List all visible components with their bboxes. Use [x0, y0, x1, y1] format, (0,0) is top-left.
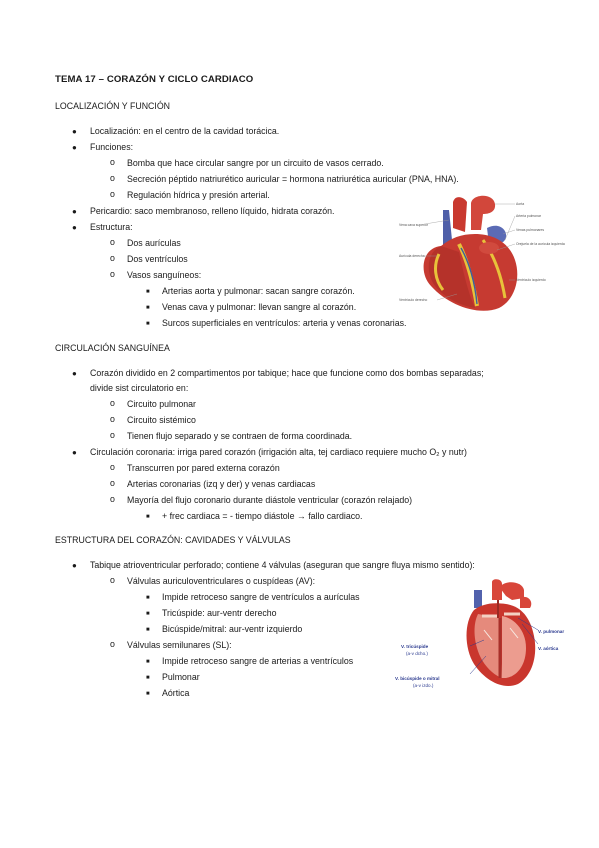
bullet-l1: ● — [72, 448, 77, 457]
list-item: Estructura: — [90, 222, 133, 232]
bullet-l3: ■ — [146, 321, 150, 327]
bullet-l3: ■ — [146, 627, 150, 633]
list-item: Bomba que hace circular sangre por un circuito de vasos cerrado. — [127, 158, 384, 168]
bullet-l2: o — [110, 253, 115, 263]
bullet-l2: o — [110, 173, 115, 183]
list-item: Mayoría del flujo coronario durante diástole ventricular (corazón relajado) — [127, 495, 413, 505]
bullet-l3: ■ — [146, 595, 150, 601]
list-item: + frec cardiaca = - tiempo diástole → fallo cardiaco. — [162, 511, 363, 521]
list-item: Tabique atrioventricular perforado; contiene 4 válvulas (aseguran que sangre fluya mismo sentido): — [90, 560, 475, 570]
bullet-l3: ■ — [146, 659, 150, 665]
list-item: Válvulas semilunares (SL): — [127, 640, 232, 650]
list-item: Impide retroceso sangre de arterias a ventrículos — [162, 656, 354, 666]
bullet-l2: o — [110, 398, 115, 408]
bullet-l3: ■ — [146, 691, 150, 697]
heart-external-figure — [397, 190, 545, 314]
list-item: Circuito sistémico — [127, 415, 196, 425]
bullet-l3: ■ — [146, 289, 150, 295]
list-item: Pulmonar — [162, 672, 200, 682]
list-item: Pericardio: saco membranoso, relleno líquido, hidrata corazón. — [90, 206, 335, 216]
bullet-l1: ● — [72, 561, 77, 570]
list-item: Vasos sanguíneos: — [127, 270, 202, 280]
bullet-l2: o — [110, 494, 115, 504]
list-item: Dos aurículas — [127, 238, 181, 248]
list-item: Regulación hídrica y presión arterial. — [127, 190, 270, 200]
figure-label: Aorta — [516, 202, 525, 206]
bullet-l3: ■ — [146, 514, 150, 520]
section-heading-circulacion: CIRCULACIÓN SANGUÍNEA — [55, 343, 170, 353]
bullet-l2: o — [110, 478, 115, 488]
figure-label: Orejuela de la aurícula izquierda — [516, 242, 565, 246]
figure-label-mitral-sub: (a-v izdo.) — [413, 683, 434, 688]
list-item: Tricúspide: aur-ventr derecho — [162, 608, 277, 618]
list-item: Secreción péptido natriurético auricular = hormona natriurética auricular (PNA, HNA). — [127, 174, 459, 184]
bullet-l2: o — [110, 157, 115, 167]
bullet-l2: o — [110, 462, 115, 472]
bullet-l1: ● — [72, 207, 77, 216]
bullet-l3: ■ — [146, 305, 150, 311]
list-item: Tienen flujo separado y se contraen de forma coordinada. — [127, 431, 353, 441]
heart-valves-figure — [462, 578, 540, 692]
list-item: Bicúspide/mitral: aur-ventr izquierdo — [162, 624, 303, 634]
list-item: Localización: en el centro de la cavidad torácica. — [90, 126, 280, 136]
page-title: TEMA 17 – CORAZÓN Y CICLO CARDIACO — [55, 74, 254, 85]
figure-label: Arteria pulmonar — [516, 214, 542, 218]
list-item: Arterias aorta y pulmonar: sacan sangre corazón. — [162, 286, 355, 296]
figure-label-aortica: V. aórtica — [538, 646, 559, 651]
bullet-l2: o — [110, 639, 115, 649]
list-item: Válvulas auriculoventriculares o cuspídeas (AV): — [127, 576, 316, 586]
figure-label-pulmonar: V. pulmonar — [538, 629, 565, 634]
figure-label: Venas pulmonares — [516, 228, 545, 232]
figure-label: Ventrículo izquierdo — [516, 278, 546, 282]
bullet-l2: o — [110, 269, 115, 279]
bullet-l2: o — [110, 430, 115, 440]
figure-label: Aurícula derecha — [399, 254, 425, 258]
list-item-continuation: divide sist circulatorio en: — [90, 383, 189, 393]
list-item: Venas cava y pulmonar: llevan sangre al corazón. — [162, 302, 357, 312]
list-item: Transcurren por pared externa corazón — [127, 463, 280, 473]
bullet-l1: ● — [72, 127, 77, 136]
figure-label-mitral: V. bicúspide o mitral — [395, 676, 440, 681]
bullet-l1: ● — [72, 223, 77, 232]
bullet-l3: ■ — [146, 611, 150, 617]
bullet-l1: ● — [72, 143, 77, 152]
list-item: Circulación coronaria: irriga pared corazón (irrigación alta, tej cardiaco requiere mucho O₂ y nutr) — [90, 447, 467, 457]
figure-label: Ventrículo derecho — [399, 298, 428, 302]
figure-label-tricuspide: V. tricúspide — [401, 644, 429, 649]
list-item: Impide retroceso sangre de ventrículos a aurículas — [162, 592, 360, 602]
bullet-l2: o — [110, 237, 115, 247]
list-item: Circuito pulmonar — [127, 399, 196, 409]
list-item: Surcos superficiales en ventrículos: arteria y venas coronarias. — [162, 318, 407, 328]
figure-label: Vena cava superior — [399, 223, 429, 227]
bullet-l1: ● — [72, 369, 77, 378]
figure-label-tricuspide-sub: (a-v dcho.) — [406, 651, 428, 656]
list-item: Arterias coronarias (izq y der) y venas cardiacas — [127, 479, 316, 489]
section-heading-estructura: ESTRUCTURA DEL CORAZÓN: CAVIDADES Y VÁLVULAS — [55, 535, 291, 545]
list-item: Funciones: — [90, 142, 134, 152]
list-item: Dos ventrículos — [127, 254, 188, 264]
section-heading-localizacion: LOCALIZACIÓN Y FUNCIÓN — [55, 101, 171, 111]
bullet-l2: o — [110, 414, 115, 424]
list-item: Aórtica — [162, 688, 190, 698]
bullet-l2: o — [110, 189, 115, 199]
bullet-l2: o — [110, 575, 115, 585]
list-item: Corazón dividido en 2 compartimentos por tabique; hace que funcione como dos bombas separadas; — [90, 368, 484, 378]
bullet-l3: ■ — [146, 675, 150, 681]
